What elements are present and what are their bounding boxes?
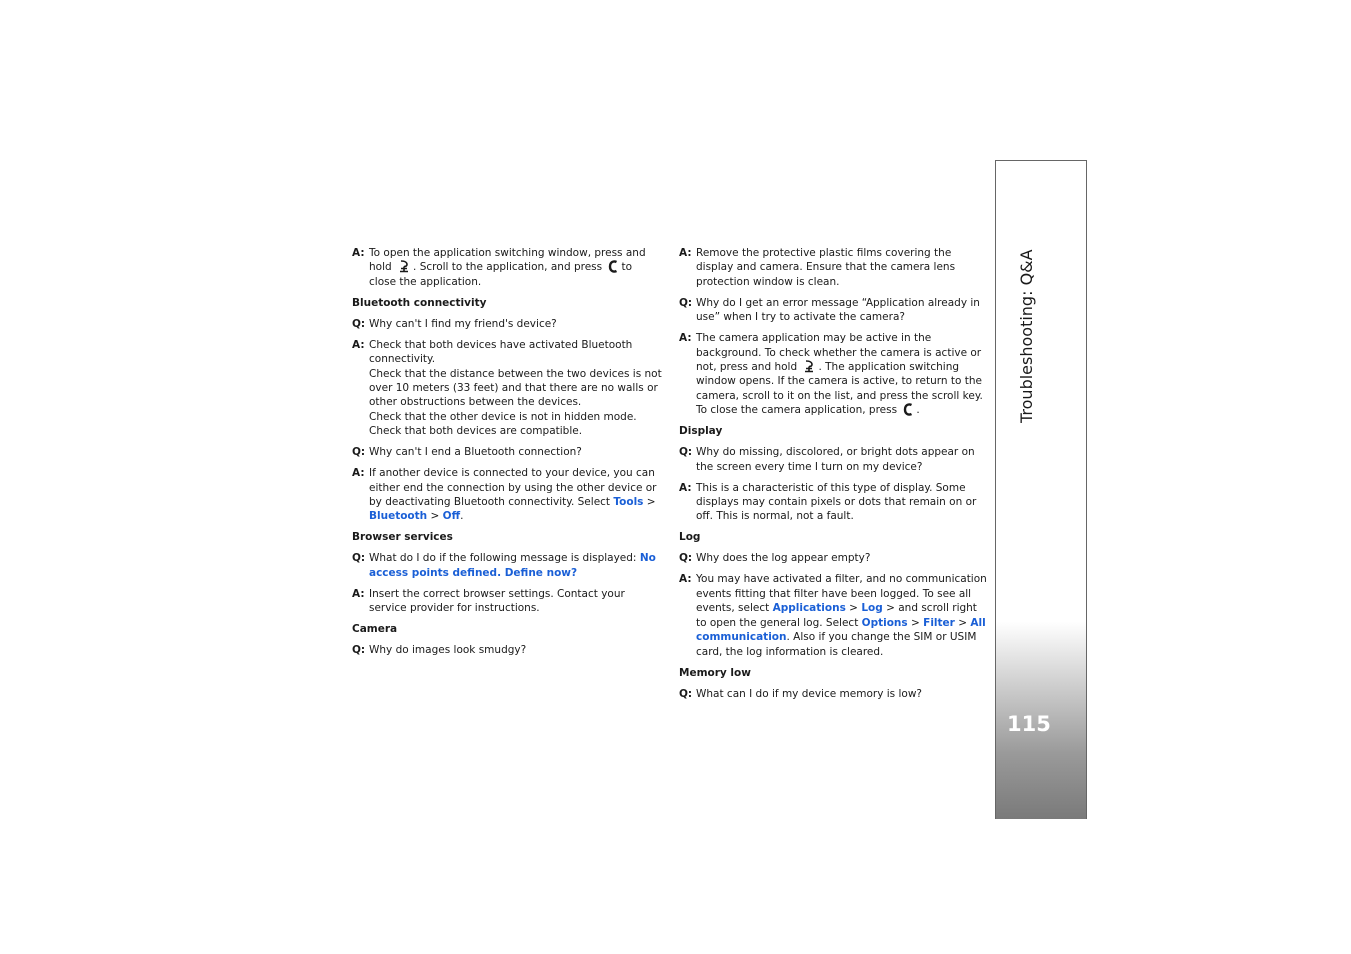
question-smudgy-images: Q: Why do images look smudgy? xyxy=(352,644,527,657)
clear-key-icon xyxy=(903,403,913,416)
link-options[interactable]: Options xyxy=(861,616,908,629)
answer-end-bluetooth: A: If another device is connected to your device, you can either end the connection by using the other device or by deactivating Bluetooth connectivity. Select Tools > Bluetooth > Off. xyxy=(352,467,657,523)
question-log-empty: Q: Why does the log appear empty? xyxy=(679,552,871,565)
link-filter[interactable]: Filter xyxy=(923,616,955,629)
link-off[interactable]: Off xyxy=(442,510,461,523)
answer-label: A: xyxy=(352,338,365,351)
link-all-communication[interactable]: All communication xyxy=(696,616,986,644)
question-dots: Q: Why do missing, discolored, or bright dots appear on the screen every time I turn on my device? xyxy=(679,446,975,473)
answer-label: A: xyxy=(679,481,692,494)
answer-log-empty: A: You may have activated a filter, and no communication events fitting that filter have been logged. To see all events, select Applications > Log > and scroll right to open the general log. Select Options > Filter > All communication. Also if you change the SIM or USIM card, the log information is cleared. xyxy=(679,573,987,658)
answer-app-in-use: A: The camera application may be active in the background. To check whether the camera is active or not, press and hold . The application switching window opens. If the camera is active, to return to the camera, scroll to it on the list, and press the scroll key. To close the camera application, press . xyxy=(679,332,983,417)
question-end-bluetooth: Q: Why can't I end a Bluetooth connection? xyxy=(352,446,582,459)
answer-label: A: xyxy=(352,587,365,600)
section-heading-camera: Camera xyxy=(352,623,398,636)
clear-key-icon xyxy=(608,260,618,273)
question-memory-low: Q: What can I do if my device memory is low? xyxy=(679,687,922,700)
answer-dots: A: This is a characteristic of this type of display. Some displays may contain pixels or dots that remain on or off. This is normal, not a fault. xyxy=(679,481,977,523)
answer-label: A: xyxy=(679,332,692,345)
chapter-title: Troubleshooting: Q&A xyxy=(1017,249,1036,423)
question-label: Q: xyxy=(352,644,366,657)
section-heading-memory: Memory low xyxy=(679,666,751,679)
section-heading-browser: Browser services xyxy=(352,531,453,544)
answer-label: A: xyxy=(352,467,365,480)
link-tools[interactable]: Tools xyxy=(613,496,644,509)
question-app-in-use: Q: Why do I get an error message “Application already in use” when I try to activate the camera? xyxy=(679,296,980,324)
question-label: Q: xyxy=(352,317,366,330)
answer-app-switch: A: To open the application switching window, press and hold . Scroll to the application, and press to close the application. xyxy=(352,247,646,288)
answer-find-device: A: Check that both devices have activated Bluetooth connectivity. Check that the distance between the two devices is not over 10 meters (33 feet) and that there are no walls or other obstructions between the devices. Check that the other device is not in hidden mode. Check that both devices are compatible. xyxy=(352,338,662,438)
page-number: 115 xyxy=(1007,712,1051,736)
question-access-points: Q: What do I do if the following message is displayed: No access points defined. Define now? xyxy=(352,552,656,579)
question-label: Q: xyxy=(679,687,693,700)
section-heading-bluetooth: Bluetooth connectivity xyxy=(352,296,487,309)
answer-smudgy-images: A: Remove the protective plastic films covering the display and camera. Ensure that the camera lens protection window is clean. xyxy=(679,247,956,288)
menu-key-icon xyxy=(398,260,410,273)
section-heading-log: Log xyxy=(679,531,701,544)
answer-label: A: xyxy=(679,247,692,259)
question-label: Q: xyxy=(352,552,366,565)
link-no-access-points[interactable]: No access points defined. Define now? xyxy=(369,552,656,579)
question-label: Q: xyxy=(679,446,693,459)
left-column xyxy=(352,246,662,664)
right-column xyxy=(679,246,987,708)
answer-access-points: A: Insert the correct browser settings. Contact your service provider for instructions. xyxy=(352,587,625,615)
question-label: Q: xyxy=(679,552,693,565)
section-heading-display: Display xyxy=(679,425,723,438)
menu-key-icon xyxy=(803,360,815,373)
answer-label: A: xyxy=(679,573,692,586)
question-label: Q: xyxy=(679,296,693,309)
link-log[interactable]: Log xyxy=(861,602,883,615)
answer-label: A: xyxy=(352,247,365,259)
link-bluetooth[interactable]: Bluetooth xyxy=(369,510,428,523)
question-label: Q: xyxy=(352,446,366,459)
link-applications[interactable]: Applications xyxy=(772,602,846,615)
question-find-device: Q: Why can't I find my friend's device? xyxy=(352,317,557,330)
